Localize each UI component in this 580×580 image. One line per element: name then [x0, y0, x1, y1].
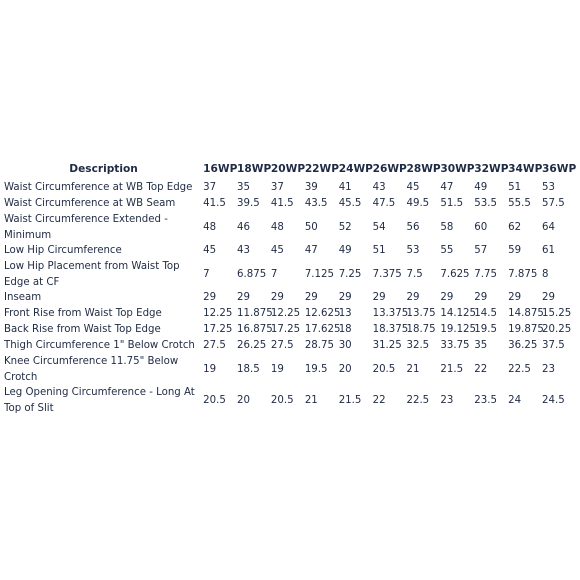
measurement-cell: 20.5 — [270, 394, 294, 406]
measurement-cell: 23 — [542, 363, 556, 375]
measurement-cell: 27.5 — [203, 340, 226, 352]
table-row — [4, 338, 576, 354]
table-row — [4, 385, 576, 416]
column-header-size: 16WP — [203, 163, 238, 176]
measurement-cell: 29 — [474, 292, 488, 304]
measurement-cell: 23.5 — [474, 394, 497, 406]
measurement-cell: 29 — [237, 292, 250, 304]
measurement-cell: 16.875 — [237, 324, 273, 336]
measurement-cell: 55 — [440, 245, 454, 257]
measurement-cell: 29 — [304, 292, 318, 304]
measurement-cell: 48 — [203, 221, 217, 233]
measurement-cell: 22 — [474, 363, 488, 375]
measurement-cell: 64 — [542, 221, 556, 233]
measurement-cell: 28.75 — [304, 340, 334, 352]
measurement-cell: 7 — [203, 268, 210, 280]
measurement-cell: 43 — [372, 182, 386, 194]
measurement-cell: 14.125 — [440, 308, 477, 320]
measurement-cell: 11.875 — [237, 308, 273, 320]
measurement-cell: 50 — [304, 221, 318, 233]
measurement-cell: 12.25 — [203, 308, 233, 320]
row-description: Leg Opening Circumference - Long At Top of Slit — [4, 387, 195, 414]
measurement-cell: 21 — [304, 394, 318, 406]
measurement-cell: 36.25 — [508, 340, 538, 352]
measurement-cell: 19 — [203, 363, 217, 375]
measurement-cell: 30 — [338, 340, 352, 352]
measurement-cell: 27.5 — [270, 340, 294, 352]
measurement-cell: 20.5 — [372, 363, 396, 375]
measurement-cell: 45 — [270, 245, 284, 257]
measurement-cell: 51 — [372, 245, 386, 257]
measurement-cell: 49 — [338, 245, 352, 257]
measurement-cell: 29 — [270, 292, 284, 304]
measurement-cell: 53 — [542, 182, 556, 194]
measurement-cell: 31.25 — [372, 340, 402, 352]
column-header-size: 28WP — [406, 163, 441, 176]
measurement-cell: 18 — [338, 324, 352, 336]
measurement-cell: 37 — [270, 182, 284, 194]
measurement-cell: 43 — [237, 245, 250, 257]
measurement-cell: 51 — [508, 182, 522, 194]
measurement-cell: 37.5 — [542, 340, 565, 352]
measurement-cell: 21.5 — [338, 394, 362, 406]
measurement-cell: 39 — [304, 182, 318, 194]
measurement-cell: 22.5 — [508, 363, 531, 375]
table-row — [4, 180, 576, 196]
measurement-cell: 52 — [338, 221, 352, 233]
measurement-cell: 7.25 — [338, 268, 362, 280]
row-description: Front Rise from Waist Top Edge — [4, 308, 162, 320]
measurement-cell: 23 — [440, 394, 454, 406]
measurement-cell: 48 — [270, 221, 284, 233]
measurement-cell: 13.375 — [372, 308, 409, 320]
measurement-cell: 12.625 — [304, 308, 341, 320]
measurement-cell: 19 — [270, 363, 284, 375]
measurement-cell: 45.5 — [338, 198, 362, 210]
measurement-cell: 22.5 — [406, 394, 430, 406]
table-row — [4, 196, 576, 212]
measurement-cell: 8 — [542, 268, 549, 280]
measurement-cell: 55.5 — [508, 198, 531, 210]
measurement-cell: 6.875 — [237, 268, 267, 280]
column-header-size: 22WP — [304, 163, 340, 176]
measurement-cell: 54 — [372, 221, 386, 233]
measurement-cell: 17.25 — [270, 324, 301, 336]
measurement-cell: 53 — [406, 245, 420, 257]
column-header-size: 24WP — [338, 163, 373, 176]
measurement-cell: 15.25 — [542, 308, 572, 320]
column-header-size: 36WP — [542, 163, 577, 176]
row-description: Inseam — [4, 292, 42, 304]
measurement-cell: 7.5 — [406, 268, 423, 280]
column-header-size: 20WP — [270, 163, 306, 176]
measurement-cell: 14.875 — [508, 308, 544, 320]
header-row — [4, 160, 576, 180]
table-row — [4, 354, 576, 385]
measurement-cell: 7.625 — [440, 268, 470, 280]
row-description: Thigh Circumference 1" Below Crotch — [4, 340, 195, 352]
row-description: Waist Circumference at WB Seam — [4, 198, 176, 210]
measurement-cell: 35 — [237, 182, 250, 194]
measurement-cell: 17.25 — [203, 324, 233, 336]
measurement-cell: 7.125 — [304, 268, 334, 280]
measurement-cell: 19.5 — [304, 363, 328, 375]
measurement-cell: 7 — [270, 268, 278, 280]
table-row — [4, 290, 576, 306]
measurement-cell: 18.375 — [372, 324, 409, 336]
measurement-cell: 41 — [338, 182, 352, 194]
measurement-cell: 20 — [237, 394, 250, 406]
measurement-cell: 12.25 — [270, 308, 301, 320]
measurement-cell: 29 — [338, 292, 352, 304]
measurement-cell: 24.5 — [542, 394, 565, 406]
measurement-cell: 41.5 — [203, 198, 226, 210]
measurement-cell: 19.5 — [474, 324, 497, 336]
measurement-cell: 35 — [474, 340, 488, 352]
measurement-cell: 46 — [237, 221, 250, 233]
measurement-cell: 29 — [372, 292, 386, 304]
measurement-cell: 19.125 — [440, 324, 477, 336]
measurement-cell: 17.625 — [304, 324, 341, 336]
table-row — [4, 322, 576, 338]
measurement-cell: 18.75 — [406, 324, 436, 336]
measurement-cell: 47 — [440, 182, 454, 194]
measurement-cell: 29 — [203, 292, 217, 304]
column-header-size: 34WP — [508, 163, 543, 176]
measurement-cell: 20.25 — [542, 324, 572, 336]
measurement-cell: 13 — [338, 308, 352, 320]
measurement-cell: 7.375 — [372, 268, 402, 280]
measurement-cell: 19.875 — [508, 324, 544, 336]
measurement-cell: 29 — [440, 292, 454, 304]
measurement-cell: 24 — [508, 394, 522, 406]
measurement-cell: 13.75 — [406, 308, 436, 320]
measurement-cell: 20.5 — [203, 394, 226, 406]
measurement-cell: 51.5 — [440, 198, 464, 210]
measurement-cell: 60 — [474, 221, 488, 233]
row-description: Low Hip Placement from Waist Top Edge at CF — [4, 261, 180, 288]
column-header-size: 30WP — [440, 163, 475, 176]
table-row — [4, 243, 576, 259]
measurement-cell: 29 — [508, 292, 522, 304]
measurement-cell: 7.875 — [508, 268, 538, 280]
measurement-cell: 47 — [304, 245, 318, 257]
column-header-size: 26WP — [372, 163, 407, 176]
table-body — [4, 180, 576, 416]
measurement-cell: 43.5 — [304, 198, 328, 210]
measurement-cell: 56 — [406, 221, 420, 233]
row-description: Waist Circumference Extended - Minimum — [4, 214, 168, 241]
column-header-size: 18WP — [237, 163, 272, 176]
measurement-cell: 59 — [508, 245, 522, 257]
measurement-cell: 20 — [338, 363, 352, 375]
measurement-cell: 45 — [203, 245, 217, 257]
measurement-cell: 21 — [406, 363, 420, 375]
measurement-cell: 57.5 — [542, 198, 565, 210]
measurement-cell: 39.5 — [237, 198, 260, 210]
row-description: Low Hip Circumference — [4, 245, 122, 257]
measurement-cell: 58 — [440, 221, 454, 233]
measurement-cell: 26.25 — [237, 340, 267, 352]
measurement-cell: 53.5 — [474, 198, 497, 210]
measurement-cell: 33.75 — [440, 340, 470, 352]
column-header-description: Description — [69, 163, 138, 176]
measurement-cell: 45 — [406, 182, 420, 194]
row-description: Back Rise from Waist Top Edge — [4, 324, 161, 336]
measurement-cell: 29 — [406, 292, 420, 304]
measurement-cell: 49.5 — [406, 198, 430, 210]
row-description: Knee Circumference 11.75" Below Crotch — [4, 356, 179, 383]
measurement-cell: 57 — [474, 245, 488, 257]
measurement-cell: 29 — [542, 292, 556, 304]
measurement-cell: 61 — [542, 245, 556, 257]
measurement-cell: 62 — [508, 221, 522, 233]
column-header-size: 32WP — [474, 163, 509, 176]
measurement-cell: 49 — [474, 182, 488, 194]
size-chart — [4, 160, 576, 416]
measurement-cell: 32.5 — [406, 340, 430, 352]
row-description: Waist Circumference at WB Top Edge — [4, 182, 193, 194]
measurement-cell: 47.5 — [372, 198, 396, 210]
measurement-cell: 41.5 — [270, 198, 294, 210]
measurement-cell: 22 — [372, 394, 386, 406]
table-row — [4, 306, 576, 322]
measurement-cell: 37 — [203, 182, 217, 194]
size-chart-table — [4, 160, 576, 416]
measurement-cell: 18.5 — [237, 363, 260, 375]
measurement-cell: 7.75 — [474, 268, 497, 280]
measurement-cell: 14.5 — [474, 308, 497, 320]
table-row — [4, 212, 576, 243]
measurement-cell: 21.5 — [440, 363, 464, 375]
table-row — [4, 259, 576, 290]
